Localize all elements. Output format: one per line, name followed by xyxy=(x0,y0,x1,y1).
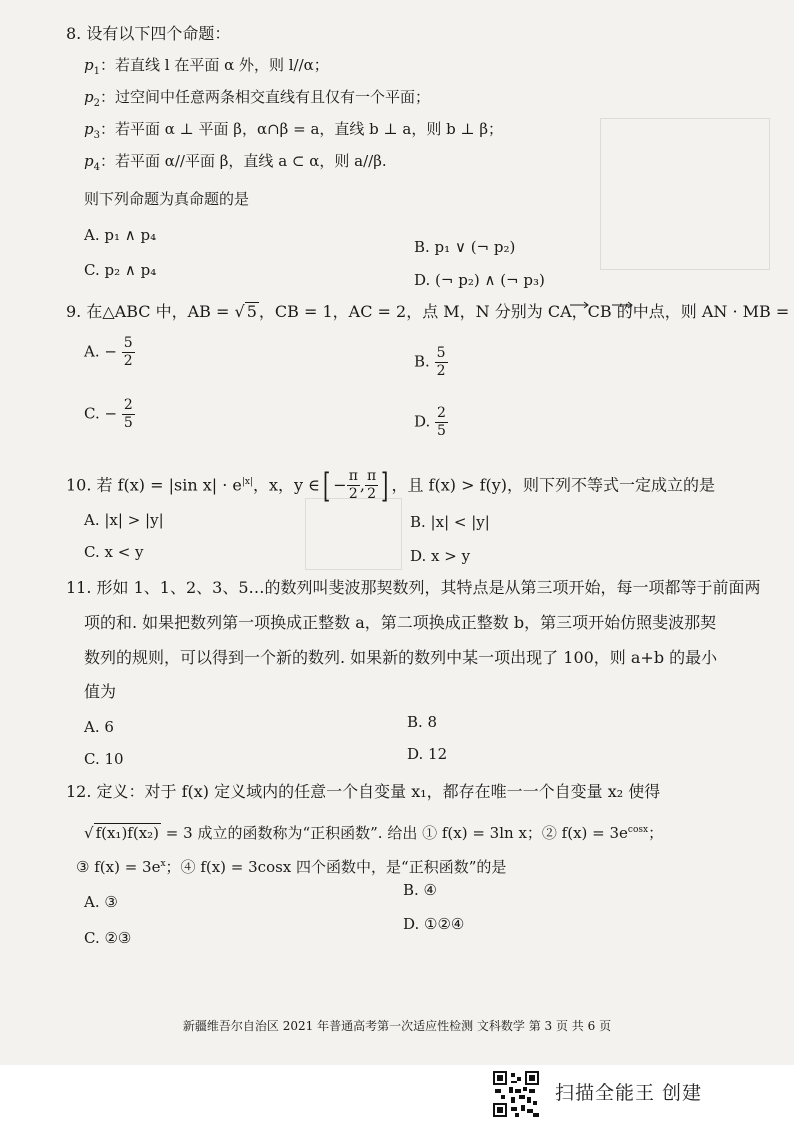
q12-line-2-exp: cosx xyxy=(627,825,649,835)
q11-line-4: 值为 xyxy=(84,682,117,701)
q10-stem-b: ，x，y ∈ xyxy=(253,475,321,495)
q11-option-a: A. 6 xyxy=(84,718,114,736)
q8-p3: $p_3$：若平面 α ⊥ 平面 β，α∩β = a，直线 b ⊥ a，则 b ⊥ β； xyxy=(84,120,504,141)
q12-line-2-rest: = 3 成立的函数称为“正积函数”. 给出 ① f(x) = 3ln x；② f(x) = 3e xyxy=(161,824,628,842)
q11-option-b: B. 8 xyxy=(407,713,438,731)
q12-line-2-end: ； xyxy=(648,824,664,842)
q9-a-den: 2 xyxy=(123,353,133,369)
q11-line-2: 项的和. 如果把数列第一项换成正整数 a，第二项换成正整数 b，第三项开始仿照斐波那契 xyxy=(84,613,717,632)
q10-stem-a: 10. 若 f(x) = |sin x| · e xyxy=(66,475,242,495)
q8-option-c: C. p₂ ∧ p₄ xyxy=(84,261,157,279)
q9-c-den: 5 xyxy=(123,415,133,431)
q9-option-a xyxy=(84,335,135,370)
scanner-watermark-label: 扫描全能王 创建 xyxy=(555,1082,703,1104)
q8-p4: $p_4$：若平面 α//平面 β，直线 a ⊂ α，则 a//β. xyxy=(84,152,387,173)
q12-line-3-a: ③ f(x) = 3e xyxy=(76,858,161,876)
q8-p2: $p_2$：过空间中任意两条相交直线有且仅有一个平面； xyxy=(84,88,430,109)
q8-p3-text: ：若平面 α ⊥ 平面 β，α∩β = a，直线 b ⊥ a，则 b ⊥ β； xyxy=(99,120,504,138)
q12-line-3 xyxy=(76,854,506,877)
q9-option-c xyxy=(84,397,135,432)
q10-lo-den: 2 xyxy=(348,486,358,503)
q8-p1-text: ：若直线 l 在平面 α 外，则 l//α； xyxy=(99,56,329,74)
page-footer: 新疆维吾尔自治区 2021 年普通高考第一次适应性检测 文科数学 第 3 页 共 6 页 xyxy=(182,1019,612,1033)
q9-stem-b: ，CB = 1，AC = 2，点 M，N 分别为 CA，CB 的中点，则 AN · MB = xyxy=(258,302,790,321)
q9-d-num: 2 xyxy=(437,405,446,421)
q8-p2-text: ：过空间中任意两条相交直线有且仅有一个平面； xyxy=(99,88,430,106)
q9-b-num: 5 xyxy=(436,345,446,361)
q11-line-1: 11. 形如 1、1、2、3、5…的数列叫斐波那契数列，其特点是从第三项开始，每一项都等于前面两 xyxy=(66,578,761,597)
q9-c-fraction xyxy=(122,397,135,432)
q10-option-c: C. x < y xyxy=(84,543,144,561)
q8-option-d: D. (¬ p₂) ∧ (¬ p₃) xyxy=(414,271,545,289)
q12-option-d: D. ①②④ xyxy=(403,915,465,933)
q9-d-den: 5 xyxy=(437,423,446,439)
q8-p4-text: ：若平面 α//平面 β，直线 a ⊂ α，则 a//β. xyxy=(99,152,387,170)
q10-option-a: A. |x| > |y| xyxy=(84,511,164,529)
q11-option-c: C. 10 xyxy=(84,750,124,768)
q9-d-fraction xyxy=(435,405,448,440)
q10-hi-den: 2 xyxy=(367,486,377,503)
q11-line-3: 数列的规则，可以得到一个新的数列. 如果新的数列中某一项出现了 100，则 a+b 的最小 xyxy=(84,648,718,667)
q9-sqrt5: 5 xyxy=(246,302,257,321)
q11-option-d: D. 12 xyxy=(407,745,448,763)
q9-a-fraction xyxy=(122,335,135,370)
q12-option-c: C. ②③ xyxy=(84,929,132,947)
q9-b-fraction xyxy=(435,345,448,380)
q10-lo-fraction xyxy=(347,468,360,503)
q10-hi-fraction xyxy=(365,468,378,503)
q9-d-label: D. xyxy=(414,412,431,431)
q12-line-2: √ f(x₁)f(x₂) = 3 成立的函数称为“正积函数”. 给出 ① f(x) = 3ln x；② $f(x) = 3e^{cosx}$； xyxy=(84,824,664,842)
q9-a-num: 5 xyxy=(123,335,133,351)
q9-b-label: B. xyxy=(414,352,430,371)
qr-code-icon xyxy=(493,1071,539,1117)
q9-c-num: 2 xyxy=(123,397,133,413)
q10-option-b: B. |x| < |y| xyxy=(410,513,490,531)
q8-ask: 则下列命题为真命题的是 xyxy=(84,190,250,208)
q9-stem: 9. 在△ABC 中，AB = √ 5 ，CB = 1，AC = 2，点 M，N 分别为 CA，CB 的中点，则 AN · MB = xyxy=(66,302,790,321)
q9-option-b xyxy=(414,345,448,380)
q10-option-d: D. x > y xyxy=(410,547,471,565)
bleed-through-text xyxy=(378,40,383,58)
q9-vector-arrows-2 xyxy=(610,300,650,310)
bleed-through-figure xyxy=(305,498,402,570)
q9-b-den: 2 xyxy=(436,363,446,379)
q10-stem: 10. 若 f(x) = |sin $x| \cdot e^{|x|}$，x，y ∈[ − $\frac{\pi}{2}$ , $\frac{\pi}{2}$ ] ，且 f(x) > f(y)，则下列不等式一定成立的是 xyxy=(66,465,716,506)
q9-option-d xyxy=(414,405,448,440)
q10-exponent: |x| xyxy=(241,477,254,487)
bleed-through-box xyxy=(600,118,770,270)
q10-lo-num: π xyxy=(348,468,358,485)
q8-option-b: B. p₁ ∨ (¬ p₂) xyxy=(414,238,516,256)
q10-right-bracket: ] xyxy=(381,465,389,506)
q10-stem-c: ，且 f(x) > f(y)，则下列不等式一定成立的是 xyxy=(391,475,716,495)
q12-radicand: f(x₁)f(x₂) xyxy=(95,824,160,842)
q12-line-3-exp: x xyxy=(160,859,166,869)
q8-option-a: A. p₁ ∧ p₄ xyxy=(84,226,157,244)
q8-p1: $p_1$：若直线 l 在平面 α 外，则 l//α； xyxy=(84,56,329,77)
q12-option-a: A. ③ xyxy=(84,893,118,911)
q10-left-bracket: [ xyxy=(323,465,331,506)
q9-a-sign: A. − xyxy=(84,342,117,361)
q9-stem-a: 9. 在△ABC 中，AB = xyxy=(66,302,235,321)
q12-option-b: B. ④ xyxy=(403,881,438,899)
q10-hi-num: π xyxy=(367,468,377,485)
q9-c-sign: C. − xyxy=(84,404,118,423)
q8-stem: 8. 设有以下四个命题： xyxy=(66,24,231,43)
q12-line-3-b: ；④ f(x) = 3cosx 四个函数中，是“正积函数”的是 xyxy=(165,858,507,876)
q9-vector-arrows xyxy=(568,300,608,310)
q12-line-1: 12. 定义：对于 f(x) 定义域内的任意一个自变量 x₁，都存在唯一一个自变量 x₂ 使得 xyxy=(66,782,661,801)
